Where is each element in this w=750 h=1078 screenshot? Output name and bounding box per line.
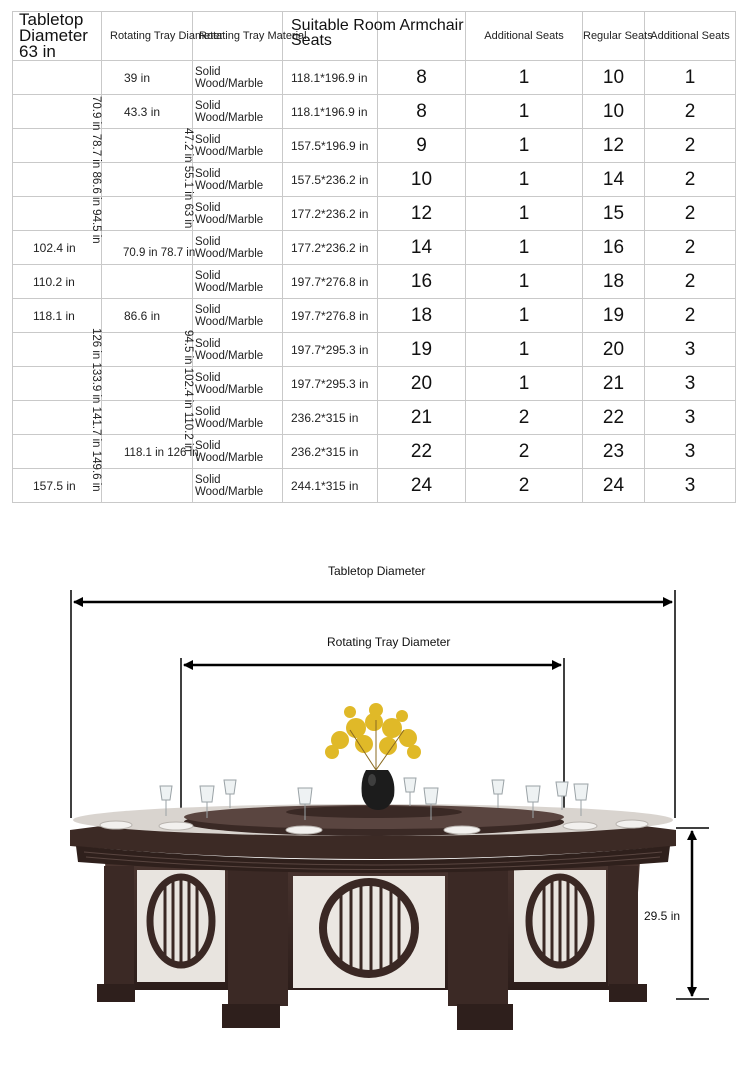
cell-armchair: 22	[378, 435, 466, 469]
cell-room: 177.2*236.2 in	[283, 197, 378, 231]
cell-room: 197.7*276.8 in	[283, 299, 378, 333]
cell-additional-1: 1	[466, 197, 583, 231]
cell-tray: 43.3 in	[102, 95, 193, 129]
cell-room: 197.7*295.3 in	[283, 367, 378, 401]
cell-additional-1: 1	[466, 231, 583, 265]
tray-horizontal-label-2: 118.1 in 126 in	[124, 447, 199, 459]
cell-armchair: 8	[378, 61, 466, 95]
header-regular: Regular Seats	[583, 12, 645, 61]
cell-room: 157.5*236.2 in	[283, 163, 378, 197]
cell-additional-1: 2	[466, 469, 583, 503]
tray-horizontal-label-1: 70.9 in 78.7 in	[123, 247, 196, 259]
cell-armchair: 18	[378, 299, 466, 333]
cell-armchair: 20	[378, 367, 466, 401]
cell-additional-2: 2	[645, 299, 736, 333]
cell-armchair: 8	[378, 95, 466, 129]
cell-additional-1: 1	[466, 299, 583, 333]
cell-tabletop: 157.5 in	[13, 469, 102, 503]
cell-material: Solid Wood/Marble	[193, 367, 283, 401]
cell-additional-2: 3	[645, 333, 736, 367]
cell-material: Solid Wood/Marble	[193, 95, 283, 129]
cell-material: Solid Wood/Marble	[193, 231, 283, 265]
cell-additional-2: 2	[645, 265, 736, 299]
cell-armchair: 10	[378, 163, 466, 197]
height-dimension-arrow	[676, 828, 709, 999]
cell-regular: 15	[583, 197, 645, 231]
cell-tabletop: 102.4 in	[13, 231, 102, 265]
cell-armchair: 24	[378, 469, 466, 503]
tray-vertical-label-1: 47.2 in 55.1 in 63 in	[182, 128, 194, 229]
cell-regular: 22	[583, 401, 645, 435]
cell-armchair: 16	[378, 265, 466, 299]
table-height-label: 29.5 in	[644, 909, 681, 923]
cell-regular: 12	[583, 129, 645, 163]
cell-armchair: 9	[378, 129, 466, 163]
cell-additional-1: 1	[466, 265, 583, 299]
cell-material: Solid Wood/Marble	[193, 469, 283, 503]
cell-regular: 19	[583, 299, 645, 333]
cell-additional-1: 2	[466, 401, 583, 435]
cell-material: Solid Wood/Marble	[193, 435, 283, 469]
header-rotating-tray: Rotating Tray Diameter	[102, 12, 193, 61]
cell-tabletop: 110.2 in	[13, 265, 102, 299]
cell-additional-2: 3	[645, 401, 736, 435]
tabletop-vertical-label-2: 126 in 133.9 in 141.7 in 149.6 in	[90, 328, 102, 492]
header-room: Suitable Room Armchair Seats	[283, 12, 378, 61]
cell-regular: 10	[583, 61, 645, 95]
cell-additional-2: 2	[645, 163, 736, 197]
cell-armchair: 12	[378, 197, 466, 231]
cell-material: Solid Wood/Marble	[193, 163, 283, 197]
cell-additional-2: 2	[645, 95, 736, 129]
cell-additional-1: 1	[466, 333, 583, 367]
cell-regular: 23	[583, 435, 645, 469]
cell-room: 236.2*315 in	[283, 435, 378, 469]
cell-material: Solid Wood/Marble	[193, 299, 283, 333]
cell-armchair: 14	[378, 231, 466, 265]
cell-room: 197.7*295.3 in	[283, 333, 378, 367]
cell-material: Solid Wood/Marble	[193, 129, 283, 163]
header-tabletop: Tabletop Diameter 63 in	[13, 12, 102, 61]
cell-room: 157.5*196.9 in	[283, 129, 378, 163]
rotating-tray	[184, 805, 564, 836]
tabletop-first-value: 63 in	[19, 42, 56, 61]
cell-regular: 21	[583, 367, 645, 401]
cell-material: Solid Wood/Marble	[193, 333, 283, 367]
tabletop-diameter-label: Tabletop Diameter	[328, 564, 426, 578]
cell-additional-2: 2	[645, 197, 736, 231]
cell-armchair: 19	[378, 333, 466, 367]
cell-room: 197.7*276.8 in	[283, 265, 378, 299]
cell-additional-1: 1	[466, 61, 583, 95]
cell-additional-1: 1	[466, 129, 583, 163]
tabletop-vertical-label-1: 70.9 in 78.7 in 86.6 in 94.5 in	[90, 96, 102, 244]
cell-additional-2: 3	[645, 435, 736, 469]
rotating-tray-diameter-label: Rotating Tray Diameter	[327, 635, 451, 649]
cell-additional-2: 2	[645, 231, 736, 265]
cell-tray: 39 in	[102, 61, 193, 95]
cell-room: 118.1*196.9 in	[283, 95, 378, 129]
cell-regular: 18	[583, 265, 645, 299]
cell-armchair: 21	[378, 401, 466, 435]
cell-room: 244.1*315 in	[283, 469, 378, 503]
header-material: Rotating Tray Material	[193, 12, 283, 61]
cell-additional-1: 1	[466, 95, 583, 129]
table-base	[97, 860, 647, 1030]
cell-additional-1: 1	[466, 367, 583, 401]
cell-regular: 20	[583, 333, 645, 367]
cell-regular: 16	[583, 231, 645, 265]
cell-material: Solid Wood/Marble	[193, 401, 283, 435]
cell-material: Solid Wood/Marble	[193, 197, 283, 231]
cell-room: 236.2*315 in	[283, 401, 378, 435]
cell-additional-1: 1	[466, 163, 583, 197]
tray-vertical-label-2: 94.5 in 102.4 in 110.2 in	[182, 330, 194, 452]
cell-material: Solid Wood/Marble	[193, 61, 283, 95]
cell-regular: 10	[583, 95, 645, 129]
cell-additional-2: 2	[645, 129, 736, 163]
cell-additional-2: 1	[645, 61, 736, 95]
flower-vase	[325, 703, 421, 810]
cell-room: 118.1*196.9 in	[283, 61, 378, 95]
header-additional-1: Additional Seats	[466, 12, 583, 61]
cell-regular: 14	[583, 163, 645, 197]
cell-regular: 24	[583, 469, 645, 503]
cell-additional-2: 3	[645, 469, 736, 503]
cell-material: Solid Wood/Marble	[193, 265, 283, 299]
cell-room: 177.2*236.2 in	[283, 231, 378, 265]
cell-tray: 86.6 in	[102, 299, 193, 333]
header-additional-2: Additional Seats	[645, 12, 736, 61]
cell-additional-2: 3	[645, 367, 736, 401]
cell-additional-1: 2	[466, 435, 583, 469]
cell-tabletop: 118.1 in	[13, 299, 102, 333]
